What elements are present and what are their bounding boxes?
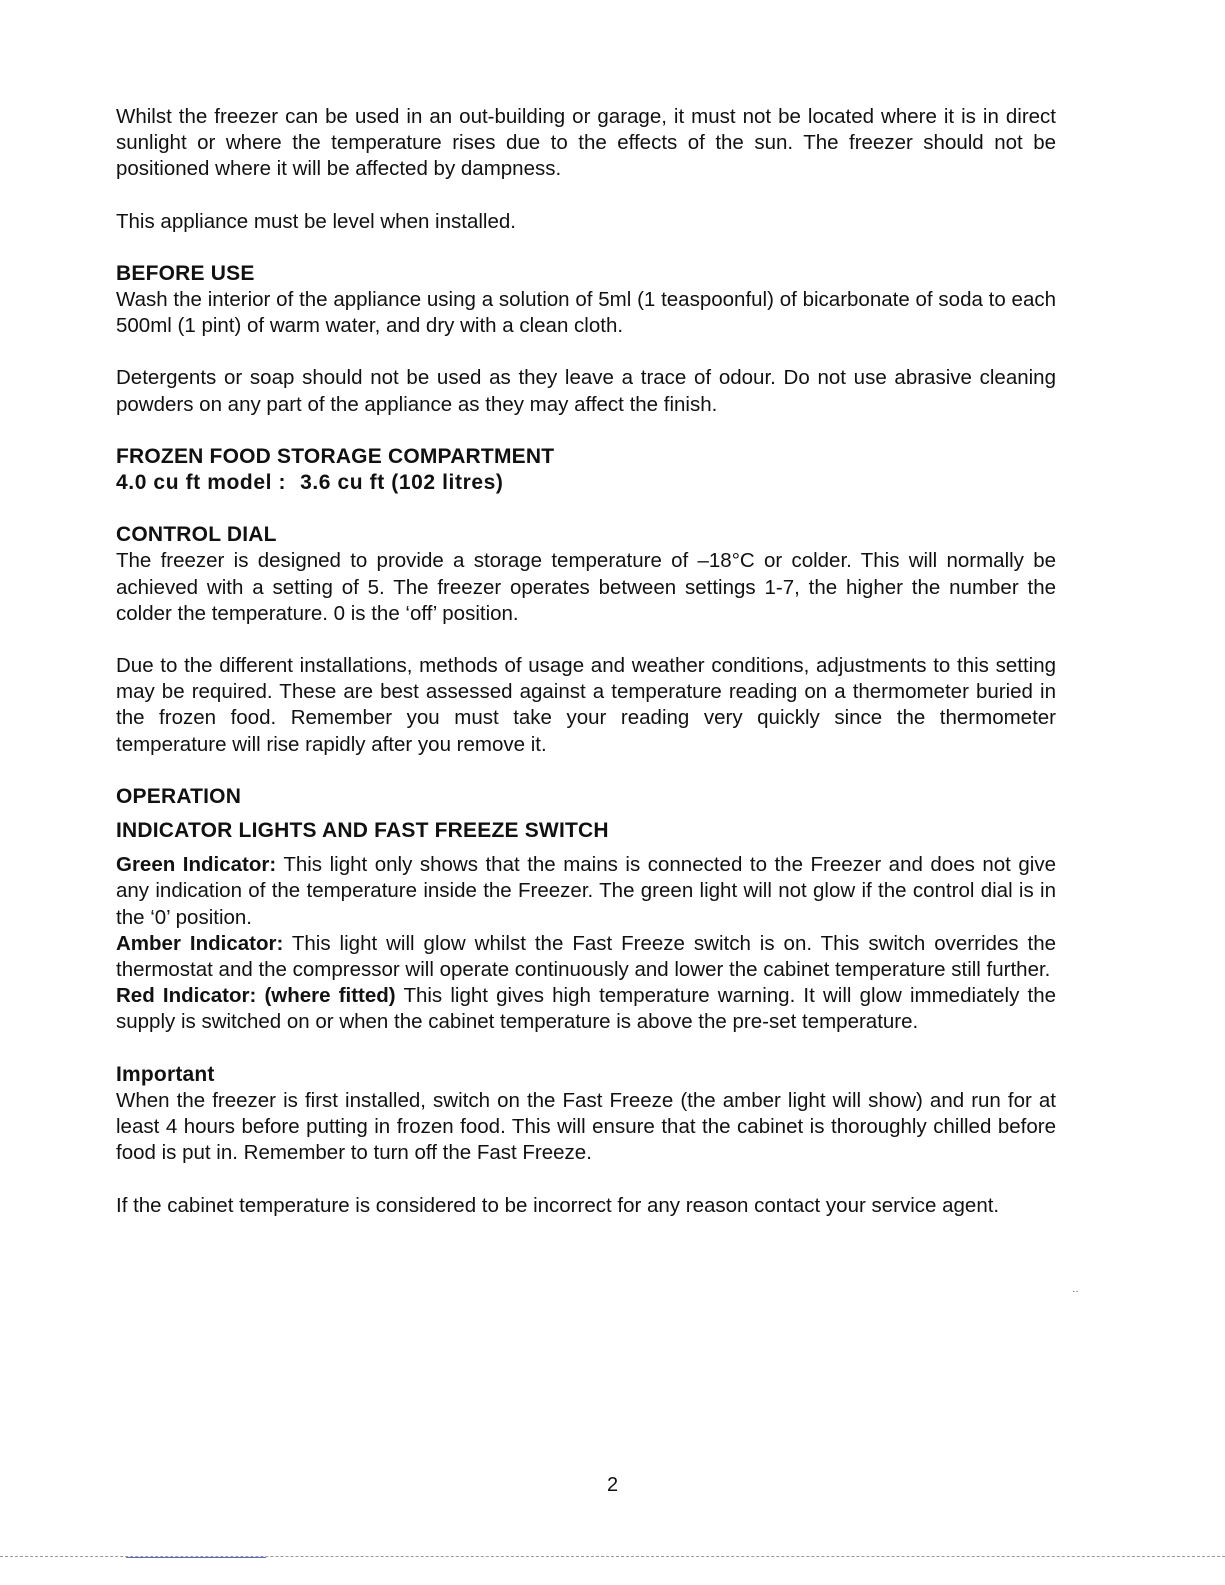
amber-indicator-label: Amber Indicator: [116, 931, 284, 955]
document-page [116, 104, 1056, 1219]
red-indicator-label: Red Indicator: (where fitted) [116, 984, 396, 1008]
section-heading-important: Important [116, 1062, 215, 1086]
amber-indicator-paragraph [116, 931, 1056, 983]
section-heading-storage: FROZEN FOOD STORAGE COMPARTMENT [116, 444, 555, 468]
section-heading-control-dial: CONTROL DIAL [116, 523, 277, 547]
page-bottom-link-line [126, 1557, 266, 1558]
section-before-use [116, 261, 1056, 418]
storage-capacity-line [116, 470, 1056, 496]
green-indicator-label: Green Indicator: [116, 853, 277, 877]
red-indicator-text: This light gives high temperature warning. It will glow immediately the supply is switched on or when the cabinet temperature is above the pre-set temperature. [116, 984, 1056, 1034]
intro-paragraph-level: This appliance must be level when installed. [116, 209, 516, 233]
section-operation [116, 784, 1056, 1036]
red-indicator-paragraph [116, 983, 1056, 1035]
section-heading-before-use: BEFORE USE [116, 261, 255, 285]
scan-speck: ·· [1072, 1286, 1079, 1297]
storage-model-label: 4.0 cu ft model : [116, 471, 287, 495]
control-dial-paragraph-adjustments: Due to the different installations, methods of usage and weather conditions, adjustments to this setting may be required. These are best assessed against a temperature reading on a thermometer buried in the frozen food. Remember you must take your reading very quickly since the thermometer temperature will rise rapidly after you remove it. [116, 654, 1056, 756]
before-use-paragraph-detergents: Detergents or soap should not be used as they leave a trace of odour. Do not use abrasive cleaning powders on any part of the appliance as they may affect the finish. [116, 366, 1056, 416]
section-heading-operation: OPERATION [116, 784, 242, 808]
section-important [116, 1062, 1056, 1219]
green-indicator-text: This light only shows that the mains is connected to the Freezer and does not give any indication of the temperature inside the Freezer. The green light will not glow if the control dial is in the ‘0’ position. [116, 853, 1056, 929]
section-control-dial [116, 522, 1056, 758]
amber-indicator-text: This light will glow whilst the Fast Freeze switch is on. This switch overrides the thermostat and the compressor will operate continuously and lower the cabinet temperature still further. [116, 931, 1056, 982]
storage-model-value: 3.6 cu ft (102 litres) [300, 471, 504, 495]
intro-paragraph-location: Whilst the freezer can be used in an out-building or garage, it must not be located where it is in direct sunlight or where the temperature rises due to the effects of the sun. The freezer should not be positioned where it will be affected by dampness. [116, 105, 1056, 181]
before-use-paragraph-wash: Wash the interior of the appliance using a solution of 5ml (1 teaspoonful) of bicarbonate of soda to each 500ml (1 pint) of warm water, and dry with a clean cloth. [116, 288, 1056, 338]
control-dial-paragraph-settings: The freezer is designed to provide a storage temperature of –18°C or colder. This will normally be achieved with a setting of 5. The freezer operates between settings 1-7, the higher the number the colder the temperature. 0 is the ‘off’ position. [116, 549, 1056, 625]
green-indicator-paragraph [116, 852, 1056, 931]
page-number: 2 [606, 1474, 619, 1496]
section-storage [116, 444, 1056, 496]
important-paragraph-service: If the cabinet temperature is considered to be incorrect for any reason contact your service agent. [116, 1193, 1000, 1217]
important-paragraph-fast-freeze: When the freezer is first installed, switch on the Fast Freeze (the amber light will show) and run for at least 4 hours before putting in frozen food. This will ensure that the cabinet is thoroughly chilled before food is put in. Remember to turn off the Fast Freeze. [116, 1088, 1056, 1165]
section-subheading-indicator-lights: INDICATOR LIGHTS AND FAST FREEZE SWITCH [116, 819, 609, 843]
